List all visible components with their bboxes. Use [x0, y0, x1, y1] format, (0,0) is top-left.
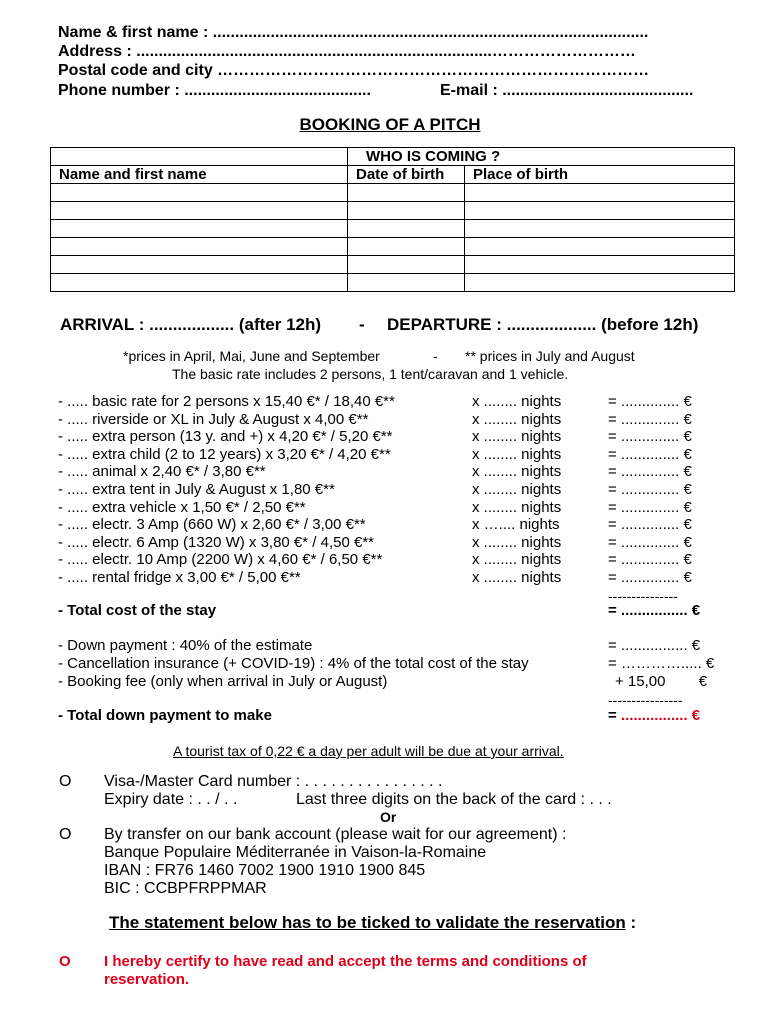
- price-item-row: [58, 569, 728, 587]
- table-row: [51, 238, 735, 256]
- down-payment-value[interactable]: = ................ €: [608, 637, 701, 654]
- table-row: [51, 184, 735, 202]
- iban: IBAN : FR76 1460 7002 1900 1910 1900 845: [104, 862, 426, 879]
- price-item-row: [58, 393, 728, 411]
- price-item-nights[interactable]: x ….... nights: [472, 516, 560, 534]
- certify-text-line2: reservation.: [104, 971, 190, 988]
- insurance-row: [58, 655, 728, 673]
- total-down-label: - Total down payment to make: [58, 707, 272, 724]
- who-is-coming-table: [50, 147, 735, 292]
- price-item-total[interactable]: = .............. €: [608, 481, 692, 498]
- separator: ---------------: [608, 588, 678, 604]
- price-item-nights[interactable]: x ........ nights: [472, 463, 562, 481]
- total-down-row: [58, 707, 728, 725]
- price-item-desc[interactable]: - ..... electr. 3 Amp (660 W) x 2,60 €* / 3,00 €**: [58, 516, 366, 534]
- price-item-total[interactable]: = .............. €: [608, 428, 692, 446]
- down-payment-label: - Down payment : 40% of the estimate: [58, 637, 313, 654]
- price-item-row: [58, 499, 728, 517]
- price-item-nights[interactable]: x ........ nights: [472, 569, 562, 586]
- price-item-nights[interactable]: x ........ nights: [472, 498, 562, 516]
- card-number-field[interactable]: Visa-/Master Card number : . . . . . . . . . . . . . . . .: [104, 773, 443, 790]
- bic: BIC : CCBPFRPPMAR: [104, 880, 267, 897]
- down-payment-row: [58, 637, 728, 655]
- certify-text-line1: I hereby certify to have read and accept the terms and conditions of: [104, 953, 587, 970]
- note-dash: -: [433, 348, 438, 364]
- departure-field[interactable]: DEPARTURE : ................... (before 12h): [387, 315, 699, 334]
- price-item-nights[interactable]: x ........ nights: [472, 445, 562, 463]
- low-season-note: *prices in April, Mai, June and September: [123, 348, 380, 364]
- col-dob-header: Date of birth: [348, 166, 465, 184]
- price-item-total[interactable]: = .............. €: [608, 498, 692, 516]
- total-cost-row: [58, 602, 728, 620]
- price-item-total[interactable]: = .............. €: [608, 569, 692, 586]
- col-name-header: Name and first name: [51, 166, 348, 184]
- total-down-value[interactable]: = ................ €: [608, 707, 701, 724]
- transfer-option-circle[interactable]: O: [59, 826, 72, 843]
- price-item-desc[interactable]: - ..... rental fridge x 3,00 €* / 5,00 €**: [58, 569, 301, 586]
- page-title: BOOKING OF A PITCH: [299, 115, 481, 134]
- total-cost-value[interactable]: = ................ €: [608, 602, 701, 619]
- price-item-total[interactable]: = .............. €: [608, 393, 692, 410]
- table-row: [51, 202, 735, 220]
- email-line[interactable]: E-mail : ...........................................: [440, 82, 694, 99]
- table-row: [51, 274, 735, 292]
- price-item-total[interactable]: = .............. €: [608, 533, 692, 551]
- booking-fee-row: [58, 673, 728, 691]
- price-item-nights[interactable]: x ........ nights: [472, 410, 562, 428]
- statement-heading: The statement below has to be ticked to validate the reservation :: [109, 913, 637, 932]
- card-option-circle[interactable]: O: [59, 773, 72, 790]
- bank-name: Banque Populaire Méditerranée in Vaison-la-Romaine: [104, 844, 487, 861]
- arrival-field[interactable]: ARRIVAL : .................. (after 12h): [60, 315, 322, 334]
- basic-rate-note: The basic rate includes 2 persons, 1 tent/caravan and 1 vehicle.: [172, 366, 569, 382]
- booking-fee-label: - Booking fee (only when arrival in July or August): [58, 673, 388, 690]
- cvv-field[interactable]: Last three digits on the back of the card : . . .: [296, 791, 612, 808]
- or-label: Or: [380, 809, 397, 825]
- address-line[interactable]: Address : ................................................................................………………………: [58, 43, 636, 60]
- price-item-row: [58, 551, 728, 569]
- price-item-row: [58, 411, 728, 429]
- price-item-row: [58, 428, 728, 446]
- price-item-nights[interactable]: x ........ nights: [472, 481, 562, 498]
- table-row: [51, 220, 735, 238]
- price-item-desc[interactable]: - ..... electr. 10 Amp (2200 W) x 4,60 €* / 6,50 €**: [58, 551, 383, 569]
- price-item-desc[interactable]: - ..... extra person (13 y. and +) x 4,20 €* / 5,20 €**: [58, 428, 393, 446]
- arrival-dash: -: [359, 315, 365, 334]
- price-item-row: [58, 516, 728, 534]
- price-item-row: [58, 534, 728, 552]
- price-item-total[interactable]: = .............. €: [608, 516, 692, 534]
- insurance-value[interactable]: = …………..... €: [608, 655, 715, 672]
- price-item-total[interactable]: = .............. €: [608, 463, 692, 481]
- expiry-field[interactable]: Expiry date : . . / . .: [104, 791, 238, 808]
- price-item-row: [58, 481, 728, 499]
- insurance-label: - Cancellation insurance (+ COVID-19) : 4% of the total cost of the stay: [58, 655, 529, 672]
- price-item-nights[interactable]: x ........ nights: [472, 551, 562, 569]
- postal-line[interactable]: Postal code and city ………………………………………………………………………: [58, 62, 650, 79]
- high-season-note: ** prices in July and August: [465, 348, 635, 364]
- price-item-total[interactable]: = .............. €: [608, 445, 692, 463]
- total-cost-label: - Total cost of the stay: [58, 602, 217, 619]
- col-pob-header: Place of birth: [465, 166, 735, 184]
- booking-fee-value: + 15,00 €: [615, 673, 708, 690]
- price-item-desc[interactable]: - ..... riverside or XL in July & August x 4,00 €**: [58, 410, 369, 428]
- price-item-row: [58, 463, 728, 481]
- table-row: [51, 256, 735, 274]
- phone-line[interactable]: Phone number : ..........................................: [58, 82, 371, 99]
- price-item-desc[interactable]: - ..... extra child (2 to 12 years) x 3,20 €* / 4,20 €**: [58, 445, 391, 463]
- price-item-row: [58, 446, 728, 464]
- name-line[interactable]: Name & first name : ..................................................................................................: [58, 24, 649, 41]
- certify-checkbox[interactable]: O: [59, 953, 71, 970]
- price-item-nights[interactable]: x ........ nights: [472, 428, 562, 446]
- tourist-tax-note: A tourist tax of 0,22 € a day per adult will be due at your arrival.: [173, 743, 564, 759]
- price-item-desc[interactable]: - ..... extra vehicle x 1,50 €* / 2,50 €**: [58, 498, 306, 516]
- table-heading: WHO IS COMING ?: [348, 148, 735, 166]
- separator: ----------------: [608, 692, 683, 708]
- price-item-nights[interactable]: x ........ nights: [472, 533, 562, 551]
- price-item-desc[interactable]: - ..... electr. 6 Amp (1320 W) x 3,80 €* / 4,50 €**: [58, 533, 374, 551]
- price-item-desc[interactable]: - ..... extra tent in July & August x 1,80 €**: [58, 481, 335, 498]
- transfer-text: By transfer on our bank account (please wait for our agreement) :: [104, 826, 567, 843]
- price-item-nights[interactable]: x ........ nights: [472, 393, 562, 410]
- price-item-desc[interactable]: - ..... animal x 2,40 €* / 3,80 €**: [58, 463, 266, 481]
- price-item-total[interactable]: = .............. €: [608, 551, 692, 569]
- price-item-total[interactable]: = .............. €: [608, 410, 692, 428]
- price-item-desc[interactable]: - ..... basic rate for 2 persons x 15,40 €* / 18,40 €**: [58, 393, 395, 410]
